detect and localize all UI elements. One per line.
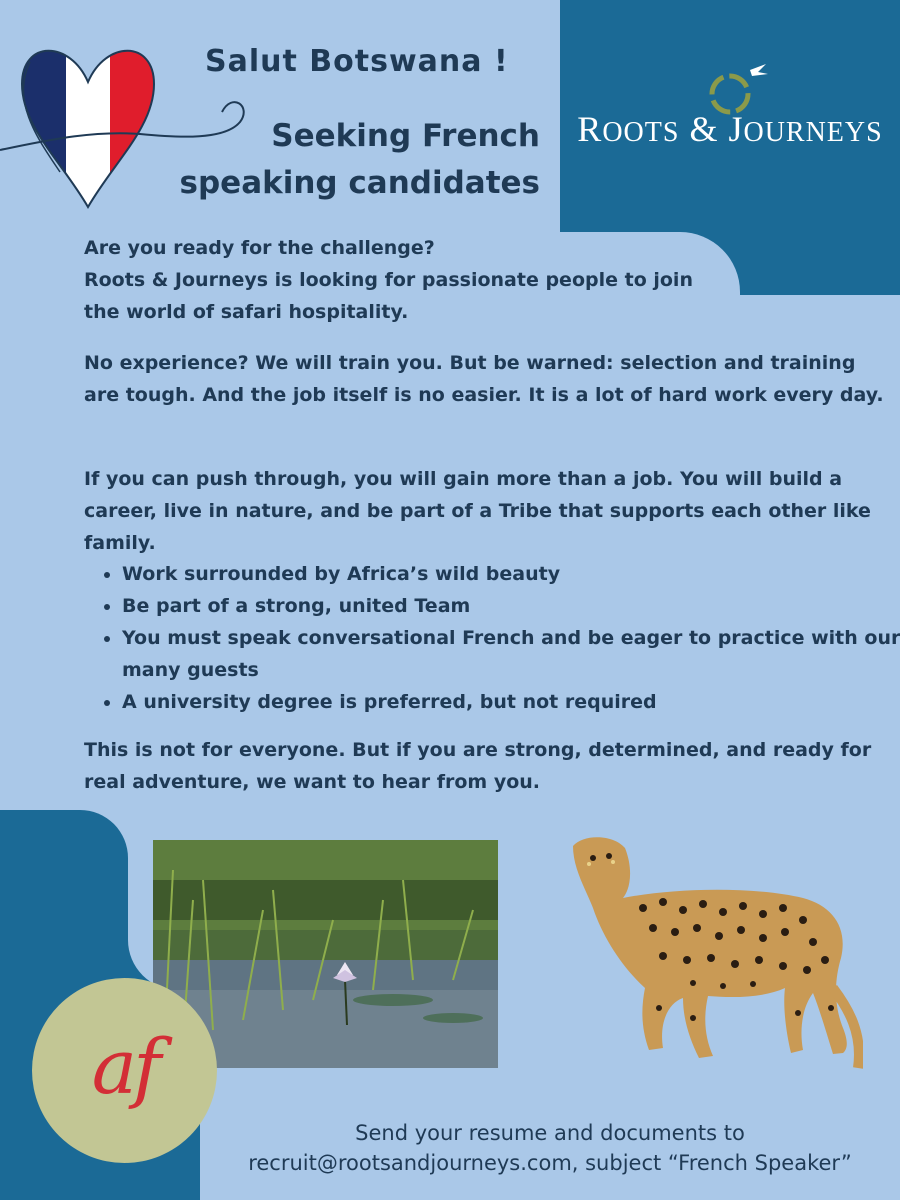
- intro-line-2: Roots & Journeys is looking for passionate people to join the world of safari hospitality.: [84, 269, 693, 323]
- list-item: • You must speak conversational French and be eager to practice with our many guests: [122, 622, 900, 686]
- benefits-list: [100, 558, 900, 718]
- training-paragraph: No experience? We will train you. But be warned: selection and training are tough. And the job itself is no easier. It is a lot of hard work every day.: [84, 352, 884, 406]
- footer-line-1: Send your resume and documents to: [355, 1121, 745, 1145]
- contact-footer: [200, 1118, 900, 1178]
- leopard-photo: [563, 828, 863, 1073]
- list-item: • Work surrounded by Africa’s wild beauty: [122, 558, 900, 590]
- contact-email[interactable]: recruit@rootsandjourneys.com, subject “French Speaker”: [248, 1151, 852, 1175]
- intro-paragraph: [84, 232, 724, 328]
- alliance-francaise-logo: [32, 978, 217, 1163]
- intro-line-1: Are you ready for the challenge?: [84, 237, 435, 259]
- closing-paragraph: This is not for everyone. But if you are strong, determined, and ready for real adventure, we want to hear from you.: [84, 739, 872, 793]
- career-paragraph: If you can push through, you will gain more than a job. You will build a career, live in nature, and be part of a Tribe that supports each other like family.: [84, 468, 871, 554]
- list-item: • A university degree is preferred, but not required: [122, 686, 900, 718]
- headline-line-2: speaking candidates: [179, 165, 540, 201]
- headline-line-1: Seeking French: [271, 118, 540, 154]
- company-logo-wordmark: ROOTS & JOURNEYS: [577, 109, 883, 149]
- alliance-francaise-logo-text: af: [91, 1022, 158, 1111]
- headline: [150, 113, 540, 207]
- list-item: • Be part of a strong, united Team: [122, 590, 900, 622]
- greeting-title: Salut Botswana !: [205, 44, 509, 79]
